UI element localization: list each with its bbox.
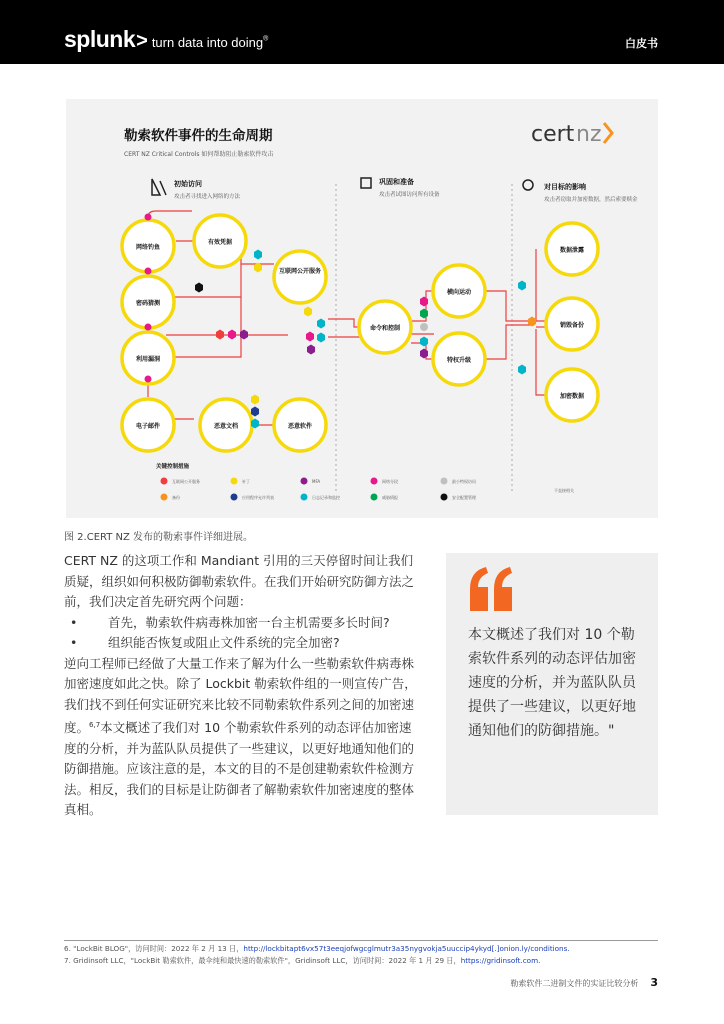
pull-quote (446, 553, 658, 815)
svg-text:命令和控制: 命令和控制 (369, 325, 401, 332)
svg-text:nz: nz (576, 122, 602, 147)
node-command-and-control (359, 301, 411, 353)
svg-text:网络钓鱼: 网络钓鱼 (135, 244, 161, 251)
svg-text:网络分段: 网络分段 (382, 479, 398, 484)
splunk-logo (64, 26, 268, 53)
stage-initial-access-icon (152, 179, 166, 195)
svg-text:加密数据: 加密数据 (559, 393, 585, 400)
node-destroy-backup (546, 298, 598, 350)
svg-text:数据泄露: 数据泄露 (559, 247, 585, 254)
legend-item (161, 494, 181, 501)
legend-item (301, 494, 341, 501)
bullet-item (64, 633, 419, 654)
paragraph-2-start: 逆向工程师已经做了大量工作来了解为什么一些勒索软件病毒株加密速度如此之快。除了 Lockbit 勒索软件组的一则宣传广告，我们找不到任何实证研究来比较不同勒索软件系列之间的加密速度。 (64, 655, 417, 736)
svg-text:互联网公开服务: 互联网公开服务 (172, 479, 200, 484)
node-encrypt-data (546, 369, 598, 421)
svg-text:恶意文档: 恶意文档 (213, 423, 239, 430)
stage-impact (523, 180, 638, 203)
certnz-logo (531, 122, 612, 147)
brand-tagline: turn data into doing (151, 35, 264, 50)
svg-text:互联网公开服务: 互联网公开服务 (278, 268, 322, 275)
legend-note: 不直接相关 (554, 488, 574, 493)
svg-text:恶意软件: 恶意软件 (287, 423, 313, 430)
quote-mark-icon (468, 567, 514, 611)
tagline-mark: ® (263, 35, 269, 43)
legend-title: 关键控制措施 (156, 464, 190, 470)
legend-item (441, 494, 477, 501)
legend-item (371, 478, 399, 485)
footer-title: 勒索软件二进制文件的实证比较分析 (510, 979, 639, 988)
svg-text:对目标的影响: 对目标的影响 (544, 183, 586, 191)
node-valid-credentials (194, 215, 246, 267)
node-phishing (122, 220, 174, 272)
bullet-dot: • (70, 614, 78, 630)
svg-text:最小特权访问: 最小特权访问 (452, 479, 476, 484)
stage-initial-access (152, 179, 241, 200)
bullet-text: 组织能否恢复或阻止文件系统的完全加密? (108, 635, 340, 650)
paragraph-1: CERT NZ 的这项工作和 Mandiant 引用的三天停留时间让我们质疑，组织如何积极防御勒索软件。在我们开始研究防御方法之前，我们决定首先研究两个问题： (64, 553, 415, 609)
figure-caption: 图 2.CERT NZ 发布的勒索事件详细进展。 (64, 532, 254, 543)
node-lateral-movement (433, 265, 485, 317)
footnote-7-link[interactable]: https://gridinsoft.com. (460, 955, 541, 965)
footnote-ref[interactable]: 6,7 (89, 721, 101, 729)
bullet-dot: • (70, 635, 78, 650)
legend-item (231, 478, 251, 485)
legend-item (441, 478, 477, 485)
stage-consolidation-icon (361, 178, 371, 188)
footnote-6-link[interactable]: http://lockbitapt6vx57t3eeqjofwgcglmutr3a35nygvokja5uuccip4ykyd[.]onion.ly/conditions. (243, 944, 570, 953)
svg-text:横向运动: 横向运动 (446, 289, 472, 296)
svg-text:巩固和准备: 巩固和准备 (379, 178, 414, 186)
body-text (64, 551, 419, 821)
svg-text:应用程序允许列表: 应用程序允许列表 (242, 495, 274, 500)
footnotes (64, 943, 664, 966)
stage-impact-icon (523, 180, 533, 190)
figure-subtitle: CERT NZ Critical Controls 如何帮助阻止勒索软件攻击 (124, 151, 274, 158)
node-privilege-escalation (433, 333, 485, 385)
svg-text:初始访问: 初始访问 (174, 180, 202, 188)
svg-text:安全配置管理: 安全配置管理 (452, 495, 476, 500)
paragraph-2-rest: 本文概述了我们对 10 个勒索软件系列的动态评估加密速度的分析，并为蓝队队员提供了一些建议，以更好地通知他们的防御措施。应该注意的是，本文的目的不是创建勒索软件检测方法。相反，我们的目标是让防御者了解勒索软件加密速度的整体真相。 (64, 720, 415, 818)
top-bar (0, 0, 724, 64)
svg-text:备份: 备份 (172, 495, 180, 500)
svg-text:有效凭据: 有效凭据 (207, 239, 233, 246)
doc-type-label: 白皮书 (625, 37, 658, 50)
paragraph-2 (64, 654, 419, 821)
node-password-guessing (122, 276, 174, 328)
footnote-divider (64, 940, 658, 941)
node-malware (274, 399, 326, 451)
page-number: 3 (650, 976, 658, 989)
svg-text:威胁情报: 威胁情报 (382, 495, 398, 500)
svg-text:密码猜测: 密码猜测 (135, 300, 161, 307)
node-internet-services (274, 251, 326, 303)
stage-impact-desc: 攻击者窃取并加密数据，然后索要赎金 (544, 197, 638, 203)
svg-text:补丁: 补丁 (242, 479, 250, 484)
svg-text:攻击者试图访问所有设备: 攻击者试图访问所有设备 (379, 192, 440, 198)
svg-text:销毁备份: 销毁备份 (559, 322, 585, 329)
svg-text:特权升级: 特权升级 (446, 357, 472, 364)
brand-chevron: > (136, 30, 148, 52)
bullet-item (64, 613, 419, 634)
node-data-leak (546, 223, 598, 275)
legend-item (161, 478, 201, 485)
figure-title: 勒索软件事件的生命周期 (124, 128, 273, 144)
pull-quote-text: 本文概述了我们对 10 个勒索软件系列的动态评估加密速度的分析，并为蓝队队员提供了一些建议，以更好地通知他们的防御措施。" (468, 627, 636, 739)
bullet-list (64, 613, 419, 654)
svg-text:电子邮件: 电子邮件 (135, 423, 161, 430)
legend-item (301, 478, 321, 485)
footnote-7: 7. Gridinsoft LLC，"LockBit 勒索软件，最伞纯和最快速的勒索软件"，Gridinsoft LLC，访问时间：2022 年 1 月 29 日，https://gridinsoft.com. (64, 955, 541, 965)
brand-name: splunk (64, 26, 136, 52)
node-malicious-document (200, 399, 252, 451)
node-email (122, 399, 174, 451)
svg-text:cert: cert (531, 122, 575, 147)
svg-text:攻击者寻找进入网络的方法: 攻击者寻找进入网络的方法 (174, 194, 241, 200)
lifecycle-figure (66, 99, 658, 518)
legend-item (231, 494, 275, 501)
svg-text:利用漏洞: 利用漏洞 (135, 356, 161, 363)
svg-text:MFA: MFA (312, 479, 321, 484)
bullet-text: 首先，勒索软件病毒株加密一台主机需要多长时间? (108, 614, 390, 630)
svg-text:日志记录和监控: 日志记录和监控 (312, 495, 340, 500)
page-footer (510, 976, 658, 989)
legend-item (371, 494, 399, 501)
footnote-6: 6. "LockBit BLOG"，访问时间：2022 年 2 月 13 日，http://lockbitapt6vx57t3eeqjofwgcglmutr3a35nygvokja5uuccip4ykyd[.]onion.ly/conditions. (64, 944, 570, 953)
stage-consolidation (361, 177, 440, 198)
